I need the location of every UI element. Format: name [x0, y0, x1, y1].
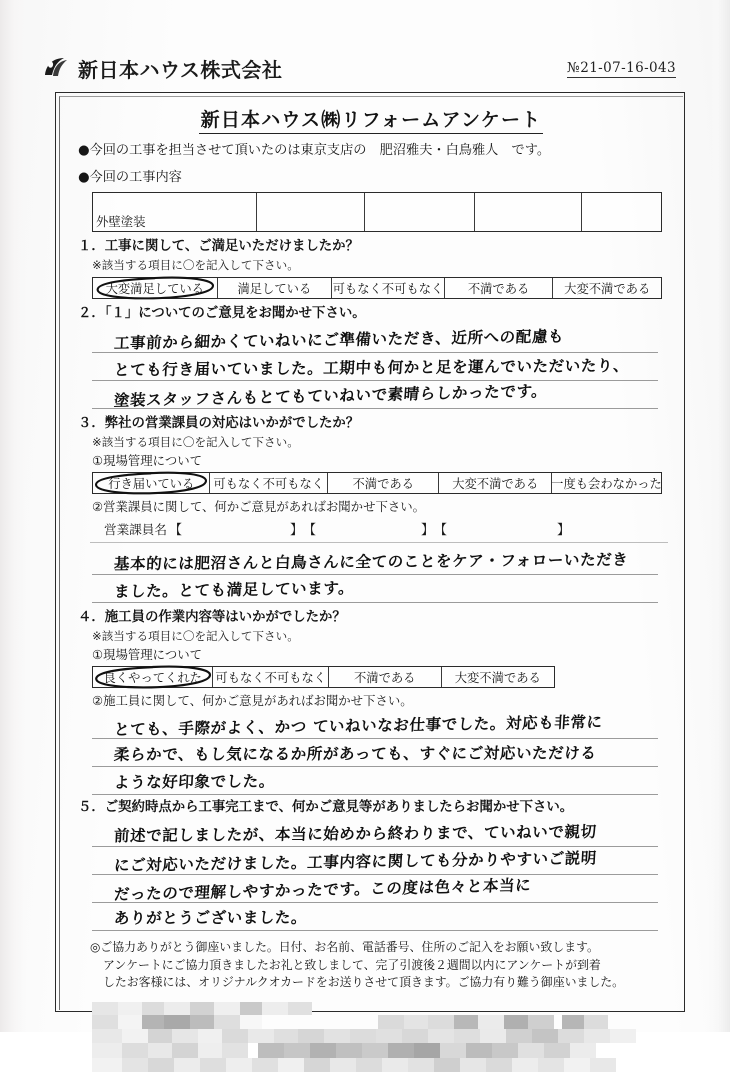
- question-1-note: ※該当する項目に〇を記入して下さい。: [92, 258, 299, 272]
- closing-line-1: ◎ご協力ありがとう御座いました。日付、お名前、電話番号、住所のご記入をお願い致します。: [90, 940, 599, 954]
- question-4-options: [92, 666, 555, 688]
- work-content-cell[interactable]: [365, 193, 475, 231]
- bracket-close: 】: [557, 523, 571, 538]
- question-4-text: ４．施工員の作業内容等はいかがでしたか？: [78, 610, 346, 625]
- sales-staff-name-label: 営業課員名: [104, 522, 167, 537]
- closing-note: [90, 939, 668, 992]
- page-title-text: 新日本ハウス㈱リフォームアンケート: [199, 109, 544, 134]
- sales-staff-name-row: [78, 519, 664, 538]
- question-3-options: [92, 472, 662, 494]
- option-q1-3[interactable]: [445, 278, 554, 298]
- intro-line: ●今回の工事を担当させて頂いたのは東京支店の 肥沼雅夫・白鳥雅人 です。: [78, 143, 551, 158]
- option-label: 行き届いている: [108, 477, 195, 491]
- option-q3-2[interactable]: [328, 473, 440, 493]
- handwriting-text: 工事前から細かくていねいにご準備いただき、近所への配慮も: [113, 327, 565, 353]
- question-3-note: ※該当する項目に〇を記入して下さい。: [92, 435, 299, 449]
- question-5-answer[interactable]: [78, 819, 664, 931]
- bracket-close: 】: [289, 523, 303, 538]
- closing-line-2: アンケートにご協力頂きましたお礼と致しまして、完了引渡後２週間以内にアンケートが到着: [103, 957, 601, 972]
- option-label: 不満である: [352, 477, 414, 491]
- work-content-label: ●今回の工事内容: [78, 170, 182, 185]
- question-1-options: [92, 277, 662, 299]
- handwriting-text: 柔らかで、もし気になるか所があっても、すぐにご対応いただける: [113, 744, 598, 764]
- option-label: 可もなく不可もなく: [332, 282, 444, 296]
- option-q3-1[interactable]: [210, 473, 327, 493]
- form-frame: [55, 92, 685, 1012]
- scan-edge-right: [708, 0, 730, 1032]
- option-label: 大変不満である: [564, 282, 651, 296]
- work-content-table: [92, 192, 662, 232]
- work-content-cell[interactable]: [582, 193, 661, 231]
- option-label: 不満である: [353, 671, 416, 685]
- option-label: 可もなく不可もなく: [215, 671, 327, 685]
- answer-line: [92, 325, 658, 353]
- sales-staff-field-1[interactable]: [169, 519, 303, 538]
- handwriting-text: 基本的には肥沼さんと白鳥さんに全てのことをケア・フォローいただき: [113, 550, 629, 574]
- question-2-text: ２．「１」についてのご意見をお聞かせ下さい。: [78, 306, 366, 321]
- handwriting-text: ました。とても満足しています。: [113, 579, 355, 601]
- handwriting-text: ありがとうございました。: [113, 908, 308, 928]
- document-header: [42, 54, 692, 88]
- answer-line: [92, 847, 658, 875]
- handwriting-text: ような好印象でした。: [113, 772, 276, 792]
- section-divider: [90, 542, 668, 543]
- question-4-answer[interactable]: [78, 711, 664, 795]
- option-q3-3[interactable]: [439, 473, 552, 493]
- option-label: 不満である: [467, 282, 530, 296]
- work-content-cell[interactable]: [257, 193, 365, 231]
- option-label: 大変満足している: [105, 282, 204, 296]
- bracket-open: 【: [168, 523, 182, 538]
- work-content-cell[interactable]: [475, 193, 583, 231]
- handwriting-text: 塗装スタッフさんもとてもていねいで素晴らしかったです。: [113, 382, 548, 410]
- option-q1-2[interactable]: [332, 278, 445, 298]
- work-content-value: 外壁塗装: [96, 214, 146, 229]
- handwriting-text: とても、手際がよく、かつ ていねいなお仕事でした。対応も非常に: [113, 713, 604, 739]
- option-label: 良くやってくれた: [103, 671, 202, 685]
- handwriting-text: だったので理解しやすかったです。この度は色々と本当に: [113, 876, 532, 904]
- option-q4-1[interactable]: [213, 667, 329, 687]
- page-title: [78, 105, 664, 134]
- company-name: 新日本ハウス株式会社: [78, 58, 283, 82]
- work-content-cell[interactable]: [93, 193, 257, 231]
- scan-edge-left: [0, 0, 26, 1032]
- option-label: 満足している: [237, 282, 312, 296]
- option-q4-3[interactable]: [442, 667, 555, 687]
- bracket-open: 【: [434, 523, 448, 538]
- answer-line: [92, 903, 658, 931]
- option-q1-0[interactable]: [93, 278, 218, 298]
- option-q1-1[interactable]: [218, 278, 333, 298]
- option-q3-0[interactable]: [93, 473, 210, 493]
- question-5-text: ５．ご契約時点から工事完工まで、何かご意見等がありましたらお聞かせ下さい。: [78, 800, 574, 815]
- option-label: 一度も会わなかった: [551, 477, 662, 491]
- option-label: 大変不満である: [454, 671, 541, 685]
- answer-line: [92, 353, 658, 381]
- answer-line: [92, 739, 658, 767]
- bracket-close: 】: [421, 523, 435, 538]
- question-1-text: １．工事に関して、ご満足いただけましたか？: [78, 239, 359, 254]
- handwriting-text: にご対応いただけました。工事内容に関しても分かりやすいご説明: [113, 849, 598, 875]
- question-4-sub1-label: ①現場管理について: [92, 647, 202, 662]
- question-3-sub1-label: ①現場管理について: [92, 453, 202, 468]
- redacted-personal-info: [92, 1002, 652, 1074]
- answer-line: [92, 575, 658, 603]
- swirl-logo-icon: [42, 55, 70, 81]
- answer-line: [92, 547, 658, 575]
- sales-staff-field-3[interactable]: [434, 519, 570, 538]
- answer-line: [92, 767, 658, 795]
- option-q4-0[interactable]: [93, 667, 213, 687]
- question-2-answer[interactable]: [78, 325, 664, 409]
- answer-line: [92, 819, 658, 847]
- option-q4-2[interactable]: [329, 667, 442, 687]
- question-3-answer[interactable]: [78, 547, 664, 603]
- option-q3-4[interactable]: [552, 473, 661, 493]
- question-3-text: ３．弊社の営業課員の対応はいかがでしたか？: [78, 416, 360, 431]
- option-label: 可もなく不可もなく: [213, 477, 325, 491]
- document-number: №21-07-16-043: [567, 60, 676, 76]
- handwriting-text: とても行き届いていました。工期中も何かと足を運んでいただいたり、: [113, 356, 630, 380]
- handwriting-text: 前述で記しましたが、本当に始めから終わりまで、ていねいで親切: [113, 822, 598, 846]
- question-4-sub2-label: ②施工員に関して、何かご意見があればお聞かせ下さい。: [92, 693, 413, 708]
- answer-line: [92, 381, 658, 409]
- question-4-note: ※該当する項目に〇を記入して下さい。: [92, 629, 299, 643]
- answer-line: [92, 711, 658, 739]
- sales-staff-field-2[interactable]: [303, 519, 434, 538]
- question-3-sub2-label: ②営業課員に関して、何かご意見があればお聞かせ下さい。: [92, 499, 426, 514]
- bracket-open: 【: [303, 523, 317, 538]
- closing-line-3: したお客様には、オリジナルクオカードをお送りさせて頂きます。ご協力有り難う御座いました。: [103, 975, 625, 989]
- answer-line: [92, 875, 658, 903]
- option-q1-4[interactable]: [553, 278, 661, 298]
- option-label: 大変不満である: [452, 477, 539, 491]
